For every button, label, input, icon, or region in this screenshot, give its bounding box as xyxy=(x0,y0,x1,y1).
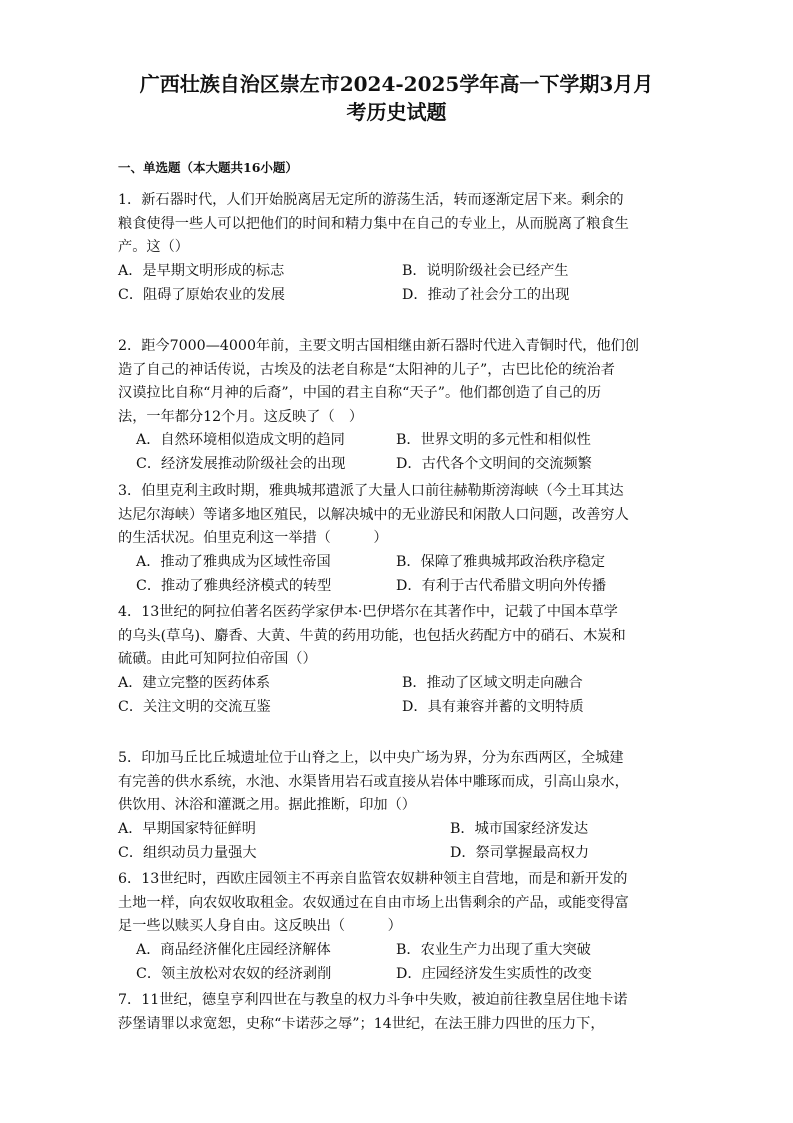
question-text-line: 的生活状况。伯里克利这一举措（ ） xyxy=(118,530,388,546)
question-5 xyxy=(118,747,678,866)
options-row xyxy=(118,453,678,477)
option-b: B．城市国家经济发达 xyxy=(450,820,589,837)
option-d: D．庄园经济发生实质性的改变 xyxy=(396,965,592,982)
options-row xyxy=(118,429,678,453)
question-4 xyxy=(118,601,678,720)
question-text-line: 产。这（） xyxy=(118,239,189,255)
option-c: C．推动了雅典经济模式的转型 xyxy=(136,577,332,594)
question-text-line: 足一些以赎买人身自由。这反映出（ ） xyxy=(118,918,402,934)
question-text-line: 供饮用、沐浴和灌溉之用。据此推断，印加（） xyxy=(118,797,416,813)
question-7 xyxy=(118,989,678,1036)
question-1 xyxy=(118,189,678,308)
options-row xyxy=(118,939,678,963)
option-a: A．早期国家特征鲜明 xyxy=(118,820,256,837)
options-row xyxy=(118,696,678,720)
question-3 xyxy=(118,480,678,599)
question-text-line: 达尼尔海峡）等诸多地区殖民，以解决城中的无业游民和闲散人口问题，改善穷人 xyxy=(118,506,629,523)
option-a: A．是早期文明形成的标志 xyxy=(118,262,285,279)
question-text-line: 的乌头(草乌)、麝香、大黄、牛黄的药用功能，也包括火药配方中的硝石、木炭和 xyxy=(118,627,626,644)
question-text-line: 5．印加马丘比丘城遗址位于山脊之上，以中央广场为界，分为东西两区，全城建 xyxy=(118,750,624,766)
options-row xyxy=(118,818,678,842)
question-text-line: 有完善的供水系统，水池、水渠皆用岩石或直接从岩体中雕琢而成，引高山泉水， xyxy=(118,773,629,790)
question-text-line: 6．13世纪时，西欧庄园领主不再亲自监管农奴耕种领主自营地，而是和新开发的 xyxy=(118,871,628,887)
options-row xyxy=(118,284,678,308)
option-b: B．农业生产力出现了重大突破 xyxy=(396,941,591,958)
option-a: A．建立完整的医药体系 xyxy=(118,674,271,691)
options-row xyxy=(118,842,678,866)
option-d: D．有利于古代希腊文明向外传播 xyxy=(396,577,607,594)
question-text-line: 7．11世纪，德皇亨利四世在与教皇的权力斗争中失败，被迫前往教皇居住地卡诺 xyxy=(118,992,628,1008)
option-c: C．领主放松对农奴的经济剥削 xyxy=(136,965,332,982)
options-row xyxy=(118,575,678,599)
option-d: D．推动了社会分工的出现 xyxy=(402,286,570,303)
option-c: C．经济发展推动阶级社会的出现 xyxy=(136,456,346,472)
option-a: A．推动了雅典成为区域性帝国 xyxy=(136,553,331,570)
question-text-line: 汉谟拉比自称“月神的后裔”，中国的君主自称“天子”。他们都创造了自己的历 xyxy=(118,385,602,401)
option-b: B．保障了雅典城邦政治秩序稳定 xyxy=(396,553,606,570)
question-text-line: 莎堡请罪以求宽恕，史称“卡诺莎之辱”；14世纪，在法王腓力四世的压力下， xyxy=(118,1015,605,1032)
question-text-line: 土地一样，向农奴收取租金。农奴通过在自由市场上出售剩余的产品，或能变得富 xyxy=(118,894,629,911)
option-b: B．说明阶级社会已经产生 xyxy=(402,262,569,279)
question-text-line: 造了自己的神话传说，古埃及的法老自称是“太阳神的儿子”，古巴比伦的统治者 xyxy=(118,361,615,378)
question-text-line: 2．距今7000—4000年前，主要文明古国相继由新石器时代进入青铜时代，他们创 xyxy=(118,338,640,354)
section-heading: 一、单选题（本大题共16小题） xyxy=(118,160,298,175)
question-text-line: 法，一年都分12个月。这反映了（ ） xyxy=(118,408,364,425)
options-row xyxy=(118,672,678,696)
option-c: C．组织动员力量强大 xyxy=(118,844,257,861)
option-a: A．商品经济催化庄园经济解体 xyxy=(136,941,331,958)
question-2 xyxy=(118,335,678,477)
option-a: A．自然环境相似造成文明的趋同 xyxy=(136,432,345,448)
question-text-line: 4．13世纪的阿拉伯著名医药学家伊本·巴伊塔尔在其著作中，记载了中国本草学 xyxy=(118,604,618,620)
option-d: D．具有兼容并蓄的文明特质 xyxy=(402,698,584,715)
option-c: C．关注文明的交流互鉴 xyxy=(118,698,271,715)
question-text-line: 3．伯里克利主政时期，雅典城邦遣派了大量人口前往赫勒斯滂海峡（今土耳其达 xyxy=(118,483,624,499)
option-b: B．推动了区域文明走向融合 xyxy=(402,674,583,691)
option-b: B．世界文明的多元性和相似性 xyxy=(396,432,591,448)
option-d: D．祭司掌握最高权力 xyxy=(450,844,590,861)
question-text-line: 硫磺。由此可知阿拉伯帝国（） xyxy=(118,651,317,667)
options-row xyxy=(118,551,678,575)
document-title-line-1: 广西壮族自治区崇左市2024-2025学年高一下学期3月月 xyxy=(139,72,654,96)
question-6 xyxy=(118,868,678,987)
option-c: C．阻碍了原始农业的发展 xyxy=(118,286,285,303)
question-text-line: 粮食使得一些人可以把他们的时间和精力集中在自己的专业上，从而脱离了粮食生 xyxy=(118,215,629,232)
document-title-line-2: 考历史试题 xyxy=(346,100,447,124)
option-d: D．古代各个文明间的交流频繁 xyxy=(396,456,592,472)
options-row xyxy=(118,260,678,284)
question-text-line: 1．新石器时代，人们开始脱离居无定所的游荡生活，转而逐渐定居下来。剩余的 xyxy=(118,192,624,208)
options-row xyxy=(118,963,678,987)
